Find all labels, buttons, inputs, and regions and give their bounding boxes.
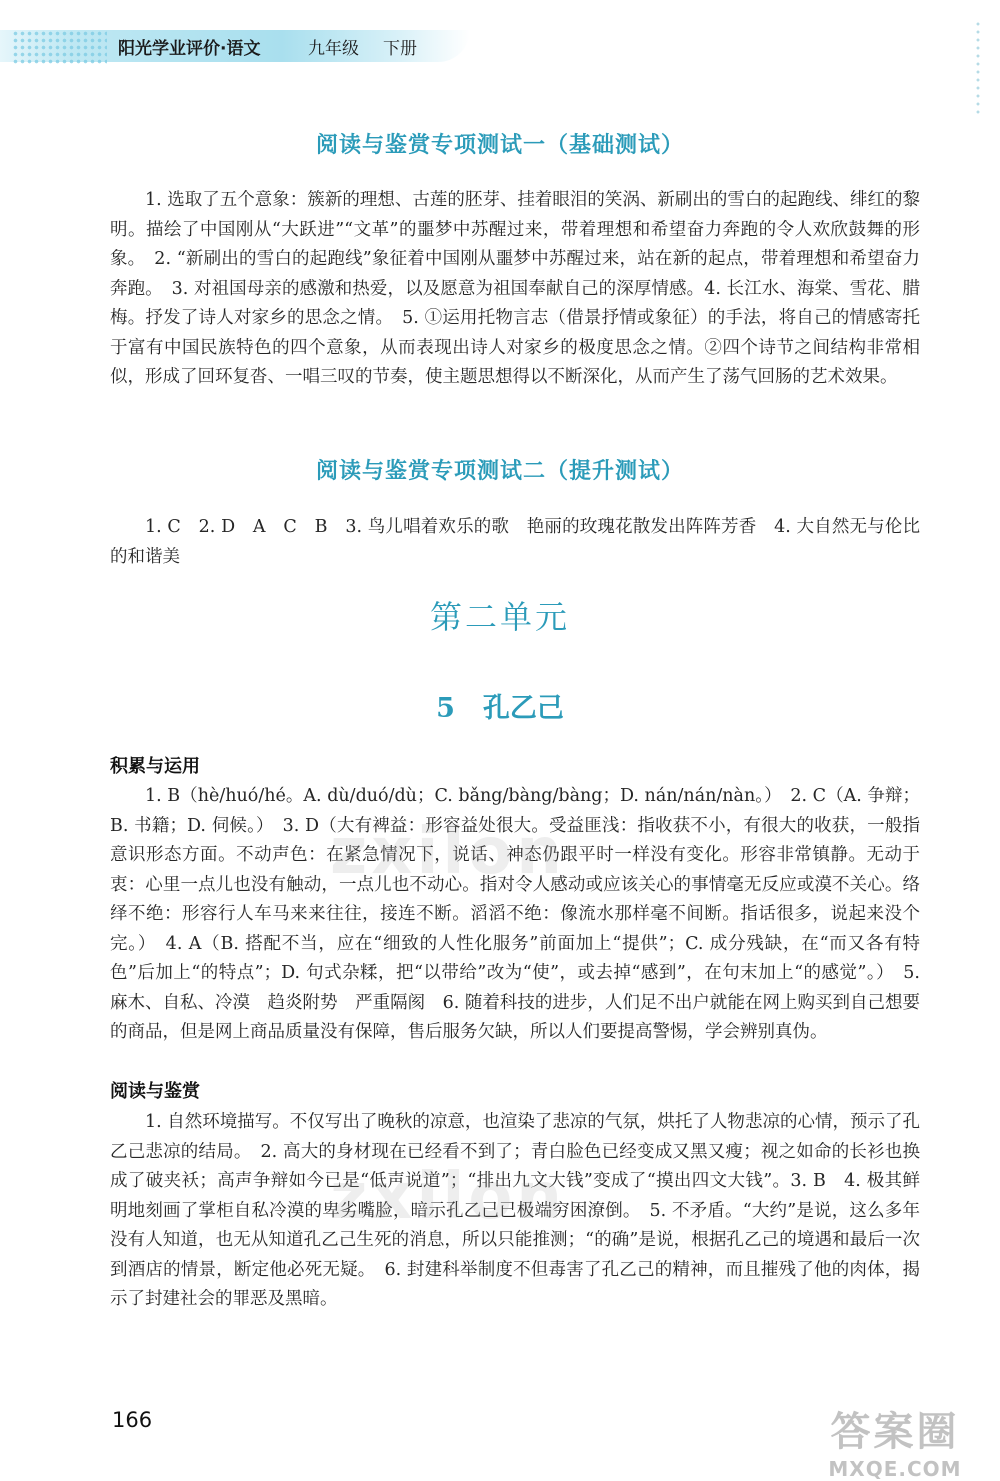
section1-answers: 1. B（hè/huó/hé。A. dù/duó/dù；C. bǎng/bàng/bàng；D. nán/nán/nàn。） 2. C（A. 争辩；B. 书籍；D. 伺候。） 3. D（大有裨益：形容益处很大。受益匪浅：指收获不小，有很大的收获，一般指意识形态方面。不动声色：在紧急情况下，说话、神态仍跟平时一样没有变化。形容非常镇静。无动于衷：心里一点儿也没有触动，一点儿也不动心。指对令人感动或应该关心的事情毫无反应或漠不关心。络绎不绝：形容行人车马来来往往，接连不断。滔滔不绝：像流水那样毫不间断。指话很多，说起来没个完。） 4. A（B. 搭配不当，应在“细致的人性化服务”前面加上“提供”；C. 成分残缺，在“而又各有特色”后加上“的特点”；D. 句式杂糅，把“以带给”改为“使”，或去掉“感到”，在句末加上“的感觉”。） 5. 麻木、自私、冷漠 趋炎附势 严重隔阂 6. 随着科技的进步，人们足不出户就能在网上购买到自己想要的商品，但是网上商品质量没有保障，售后服务欠缺，所以人们要提高警惕，学会辨别真伪。 [110,786,920,1042]
header-book-title: 阳光学业评价·语文 [118,39,261,59]
test1-title: 阅读与鉴赏专项测试一（基础测试） [315,132,684,158]
test1-answers: 1. 选取了五个意象：簇新的理想、古莲的胚芽、挂着眼泪的笑涡、新刷出的雪白的起跑线、绯红的黎明。描绘了中国刚从“大跃进”“文革”的噩梦中苏醒过来，带着理想和希望奋力奔跑的令人欢欣鼓舞的形象。 2. “新刷出的雪白的起跑线”象征着中国刚从噩梦中苏醒过来，站在新的起点，带着理想和希望奋力奔跑。 3. 对祖国母亲的感激和热爱，以及愿意为祖国奉献自己的深厚情感。4. 长江水、海棠、雪花、腊梅。抒发了诗人对家乡的思念之情。 5. ①运用托物言志（借景抒情或象征）的手法，将自己的情感寄托于富有中国民族特色的四个意象，从而表现出诗人对家乡的极度思念之情。②四个诗节之间结构非常相似，形成了回环复沓、一唱三叹的节奏，使主题思想得以不断深化，从而产生了荡气回肠的艺术效果。 [110,190,920,387]
section-heading-accumulation: 积累与运用 [110,756,200,777]
lesson-number: 5 [436,693,455,724]
test2-answers: 1. C 2. D A C B 3. 鸟儿唱着欢乐的歌 艳丽的玫瑰花散发出阵阵芳香 4. 大自然无与伦比的和谐美 [110,517,920,567]
section-heading-reading: 阅读与鉴赏 [110,1081,200,1102]
watermark-logo [810,1400,980,1481]
side-dot-pattern [976,20,980,115]
watermark-text: zxilon [330,815,566,889]
watermark-logo-url: MXQE.COM [828,1457,962,1481]
lesson-name: 孔乙己 [482,693,564,724]
test2-title: 阅读与鉴赏专项测试二（提升测试） [315,458,684,484]
unit-title: 第二单元 [429,598,570,636]
section2-answers: 1. 自然环境描写。不仅写出了晚秋的凉意，也渲染了悲凉的气氛，烘托了人物悲凉的心情，预示了孔乙己悲凉的结局。 2. 高大的身材现在已经看不到了；青白脸色已经变成又黑又瘦；视之如命的长衫也换成了破夹袄；高声争辩如今已是“低声说道”；“排出九文大钱”变成了“摸出四文大钱”。3. B 4. 极其鲜明地刻画了掌柜自私冷漠的卑劣嘴脸，暗示孔乙己已极端穷困潦倒。 5. 不矛盾。“大约”是说，这么多年没有人知道，也无从知道孔乙己生死的消息，所以只能推测；“的确”是说，根据孔乙己的境遇和最后一次到酒店的情景，断定他必死无疑。 6. 封建科举制度不但毒害了孔乙己的精神，而且摧残了他的肉体，揭示了封建社会的罪恶及黑暗。 [110,1112,920,1309]
page-number: 166 [112,1408,153,1432]
header-dot-pattern [12,30,107,64]
header-volume: 下册 [383,39,417,59]
lesson-title [0,686,1000,725]
watermark-logo-text: 答案圈 [830,1409,960,1455]
header-grade: 九年级 [308,39,359,59]
watermark-text: zxilon [330,1160,566,1234]
